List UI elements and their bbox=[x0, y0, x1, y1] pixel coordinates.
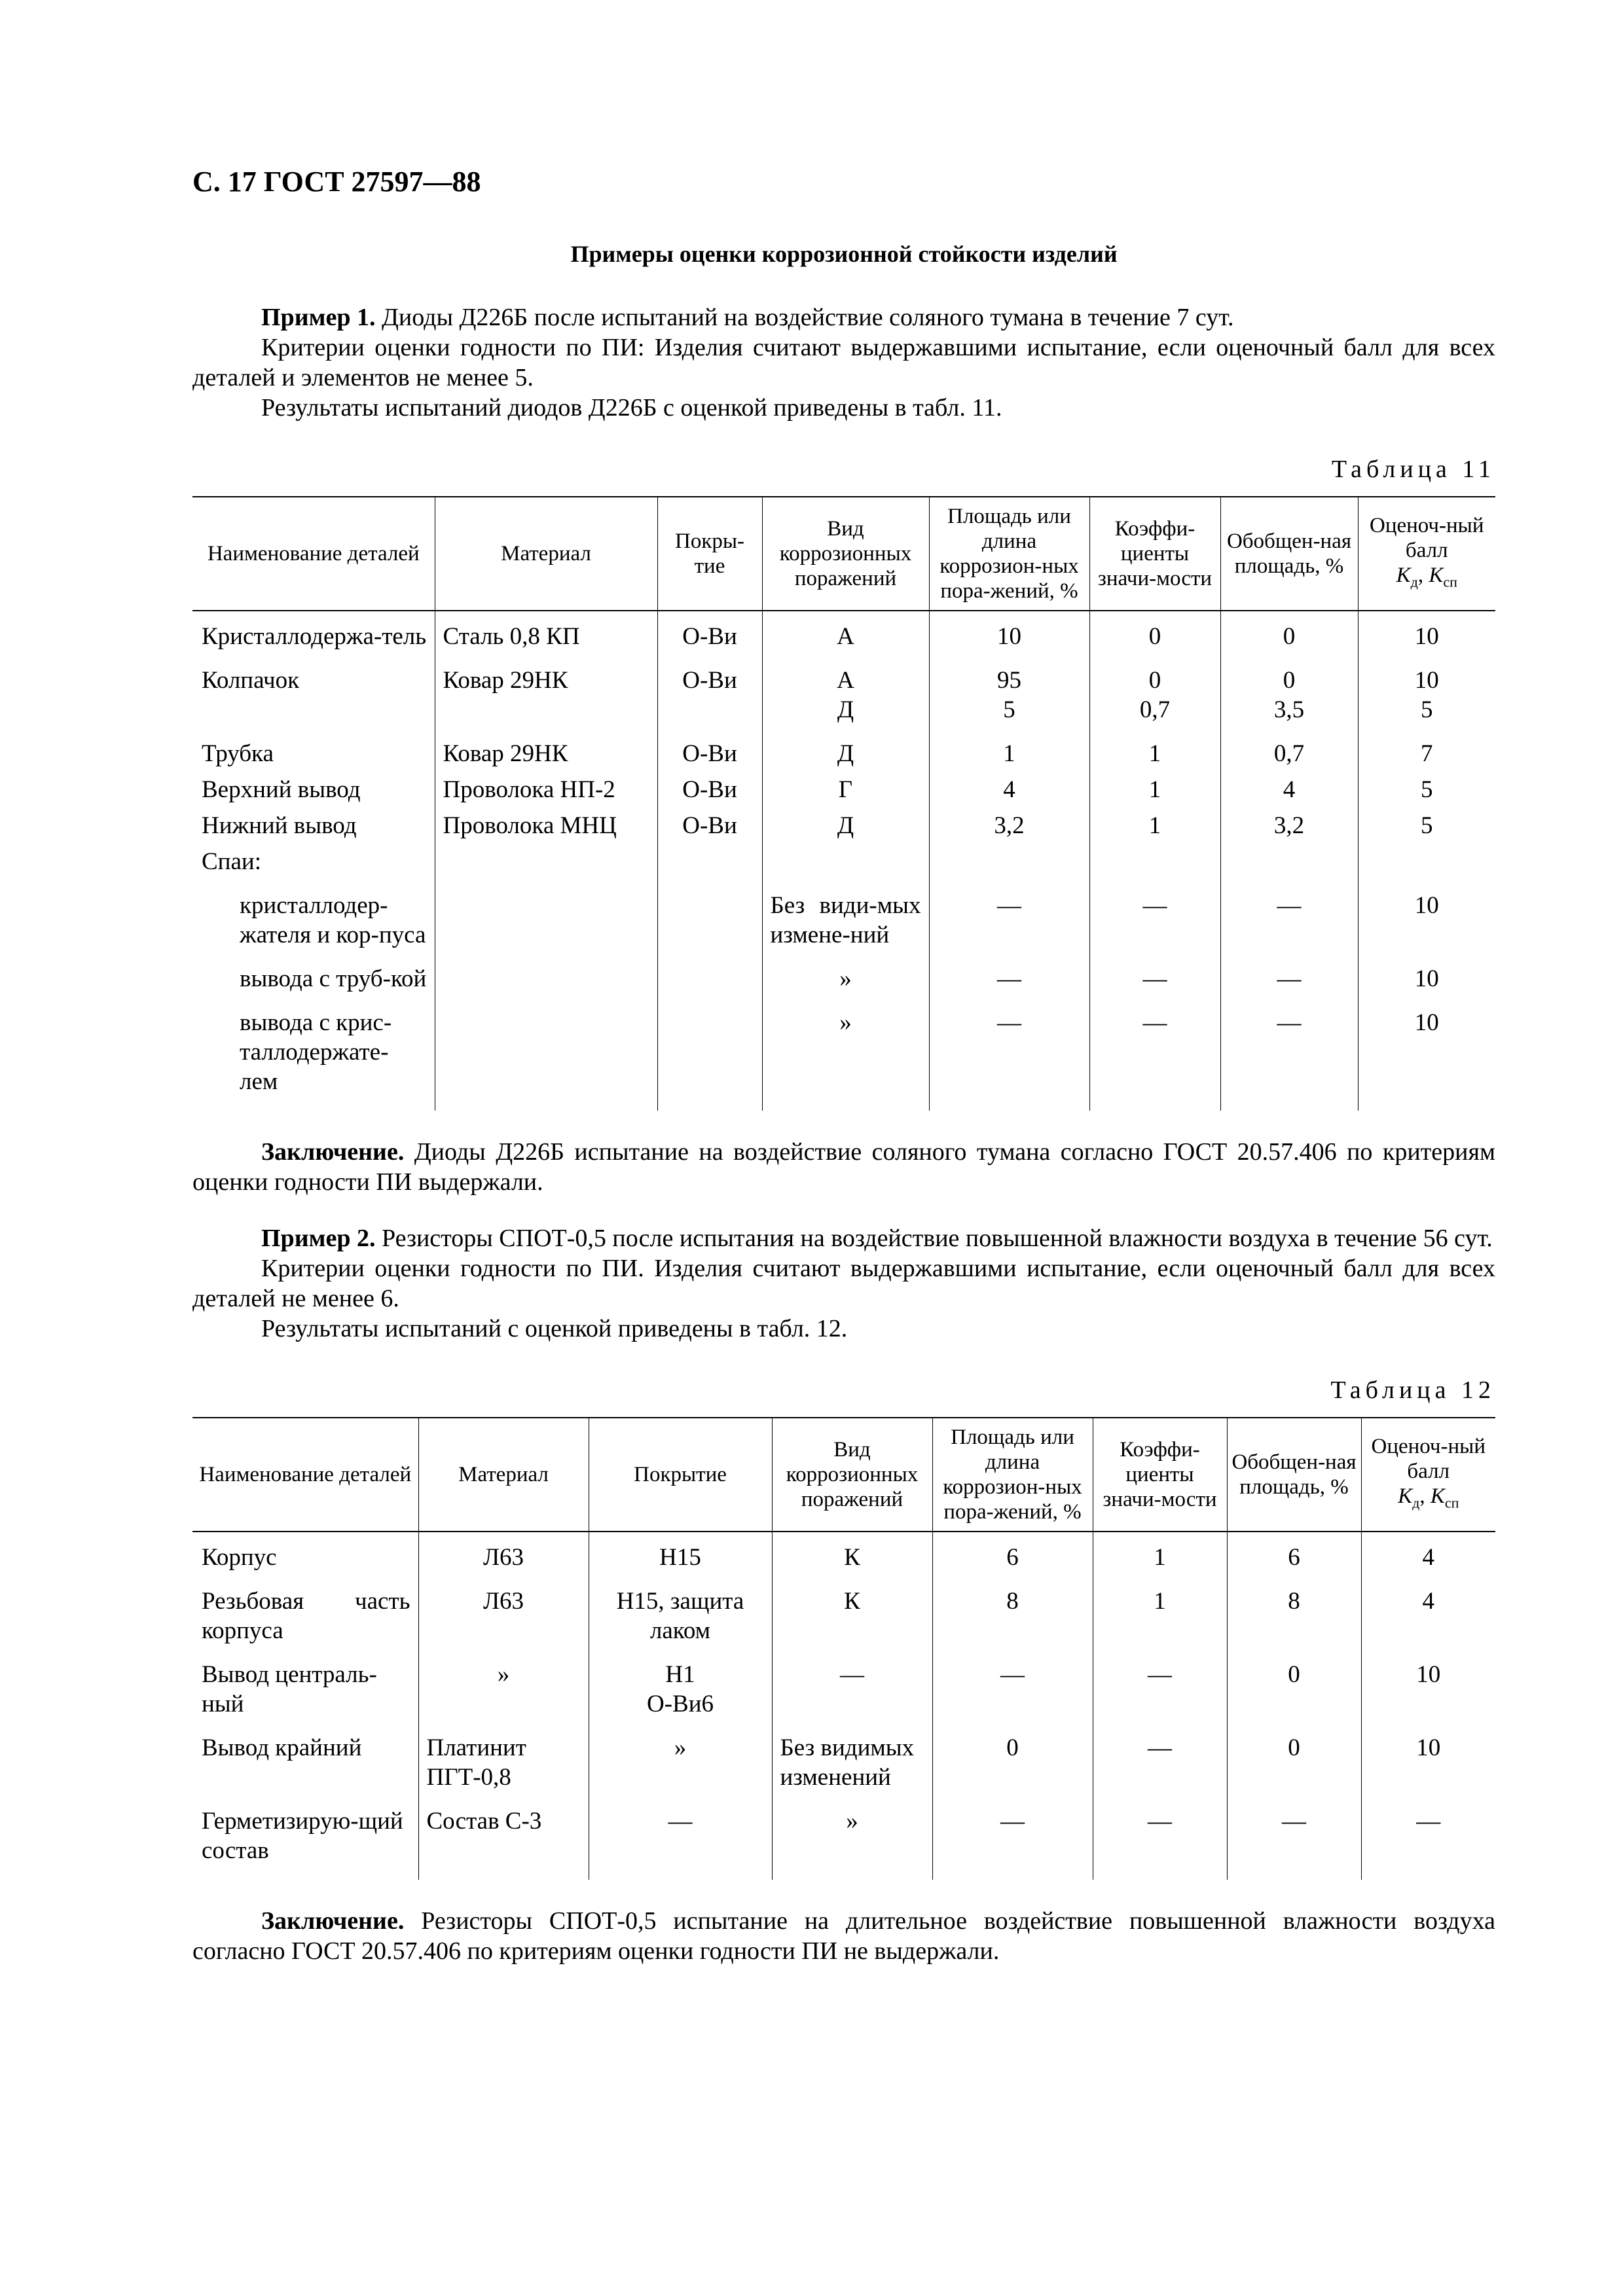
cell-coef: — bbox=[1089, 997, 1220, 1111]
cell-type: » bbox=[762, 954, 929, 997]
table-row bbox=[192, 728, 1495, 772]
cell-material: Проволока МНЦ bbox=[435, 808, 657, 844]
cell-coating bbox=[657, 844, 762, 880]
table12-col-material: Материал bbox=[418, 1418, 589, 1532]
cell-material bbox=[435, 954, 657, 997]
table12-col-name: Наименование деталей bbox=[199, 1463, 412, 1486]
conclusion2-label: Заключение. bbox=[261, 1907, 405, 1935]
cell-type: Без види-мых измене-ний bbox=[762, 880, 929, 954]
table-row bbox=[192, 880, 1495, 954]
table11-score-label: Оценоч-ный балл bbox=[1369, 513, 1484, 562]
example1-text: Диоды Д226Б после испытаний на воздействие соляного тумана в течение 7 сут. bbox=[381, 304, 1234, 331]
cell-coef: 1 bbox=[1093, 1576, 1227, 1649]
example1-paragraph bbox=[192, 302, 1495, 332]
score-symbol-k2: K bbox=[1429, 563, 1444, 587]
table12-col-general: Обобщен-ная площадь, % bbox=[1227, 1418, 1361, 1532]
cell-type bbox=[762, 655, 929, 728]
cell-area: 1 bbox=[929, 728, 1089, 772]
conclusion2-paragraph bbox=[192, 1906, 1495, 1966]
table11-col-coating: Покры-тие bbox=[657, 497, 762, 611]
cell-general: 0 bbox=[1220, 611, 1358, 655]
cell-coating bbox=[657, 880, 762, 954]
conclusion1-label: Заключение. bbox=[261, 1138, 405, 1166]
cell-material: Ковар 29НК bbox=[435, 655, 657, 728]
cell-coating bbox=[657, 997, 762, 1111]
cell-name: Герметизирую-щий состав bbox=[202, 1808, 403, 1864]
cell-type-line2: Д bbox=[837, 696, 854, 723]
cell-name: Нижний вывод bbox=[202, 812, 357, 839]
cell-score: 10 bbox=[1361, 1649, 1495, 1723]
cell-area: 4 bbox=[929, 772, 1089, 808]
cell-coating: Н15, защита лаком bbox=[589, 1576, 772, 1649]
conclusion1-paragraph bbox=[192, 1137, 1495, 1197]
cell-area: 10 bbox=[929, 611, 1089, 655]
cell-coating bbox=[657, 954, 762, 997]
example2-label: Пример 2. bbox=[261, 1225, 376, 1252]
table-row bbox=[192, 772, 1495, 808]
cell-type: Г bbox=[762, 772, 929, 808]
cell-type-line1: А bbox=[837, 667, 854, 694]
table12-score-label: Оценоч-ный балл bbox=[1371, 1434, 1486, 1483]
table-row bbox=[192, 611, 1495, 655]
score-symbol-sub2: сп bbox=[1443, 573, 1457, 590]
table-row bbox=[192, 1723, 1495, 1796]
cell-material bbox=[435, 997, 657, 1111]
table12-col-score: Оценоч-ный балл $K_д$, $K_{сп}$ bbox=[1361, 1418, 1495, 1532]
cell-general: — bbox=[1220, 954, 1358, 997]
score-symbol-k2: K bbox=[1430, 1484, 1445, 1508]
cell-type: К bbox=[772, 1576, 932, 1649]
table12-col-coating: Покрытие bbox=[589, 1418, 772, 1532]
cell-general-line1: 0 bbox=[1283, 667, 1296, 694]
cell-score: 4 bbox=[1361, 1576, 1495, 1649]
cell-coef bbox=[1089, 844, 1220, 880]
section-title: Примеры оценки коррозионной стойкости изделий bbox=[570, 241, 1118, 267]
table11-caption: Таблица 11 bbox=[1331, 456, 1495, 483]
cell-coating: О-Ви bbox=[657, 611, 762, 655]
cell-general: — bbox=[1220, 997, 1358, 1111]
cell-type: Без видимых изменений bbox=[772, 1723, 932, 1796]
cell-coef-line1: 0 bbox=[1148, 667, 1161, 694]
table11-col-score: Оценоч-ный балл $K_д$, $K_{сп}$ bbox=[1358, 497, 1495, 611]
example2-results: Результаты испытаний с оценкой приведены в табл. 12. bbox=[261, 1315, 848, 1342]
cell-coef: 1 bbox=[1089, 728, 1220, 772]
cell-general: 8 bbox=[1227, 1576, 1361, 1649]
cell-score-line1: 10 bbox=[1414, 667, 1439, 694]
page-header: С. 17 ГОСТ 27597—88 bbox=[192, 166, 481, 198]
cell-name: Верхний вывод bbox=[202, 776, 361, 803]
cell-coating: Н15 bbox=[589, 1532, 772, 1576]
cell-score bbox=[1358, 655, 1495, 728]
cell-name: Трубка bbox=[202, 740, 274, 767]
table-row bbox=[192, 844, 1495, 880]
cell-material: Сталь 0,8 КП bbox=[435, 611, 657, 655]
table-row bbox=[192, 997, 1495, 1111]
cell-score: 10 bbox=[1358, 611, 1495, 655]
cell-material: Платинит ПГТ-0,8 bbox=[418, 1723, 589, 1796]
table-row bbox=[192, 1649, 1495, 1723]
score-symbol-k1: K bbox=[1398, 1484, 1413, 1508]
cell-area: — bbox=[929, 997, 1089, 1111]
document-page bbox=[192, 164, 1495, 1966]
cell-material: Ковар 29НК bbox=[435, 728, 657, 772]
example2-text: Резисторы СПОТ-0,5 после испытания на воздействие повышенной влажности воздуха в течение 56 сут. bbox=[381, 1225, 1493, 1252]
cell-score: — bbox=[1361, 1796, 1495, 1880]
cell-name: Колпачок bbox=[202, 667, 300, 694]
cell-general: 0 bbox=[1227, 1723, 1361, 1796]
cell-material: Состав С-3 bbox=[418, 1796, 589, 1880]
cell-coating: — bbox=[589, 1796, 772, 1880]
example1-criteria: Критерии оценки годности по ПИ: Изделия считают выдержавшими испытание, если оценочный балл для всех деталей и элементов не менее 5. bbox=[192, 334, 1495, 391]
cell-name: Вывод централь-ный bbox=[202, 1661, 377, 1717]
cell-area: — bbox=[929, 880, 1089, 954]
cell-coating: О-Ви bbox=[657, 728, 762, 772]
cell-name: Резьбовая часть корпуса bbox=[202, 1588, 410, 1644]
cell-area-line1: 95 bbox=[997, 667, 1021, 694]
cell-general-line2: 3,5 bbox=[1273, 696, 1305, 723]
cell-score bbox=[1358, 844, 1495, 880]
table12-col-type: Вид коррозионных поражений bbox=[772, 1418, 932, 1532]
cell-type: » bbox=[762, 997, 929, 1111]
cell-general: 3,2 bbox=[1220, 808, 1358, 844]
table11-header-row bbox=[192, 497, 1495, 611]
cell-area bbox=[929, 844, 1089, 880]
cell-score: 10 bbox=[1358, 954, 1495, 997]
table11-col-area: Площадь или длина коррозион-ных пора-жений, % bbox=[929, 497, 1089, 611]
cell-coef: 1 bbox=[1093, 1532, 1227, 1576]
cell-score: 4 bbox=[1361, 1532, 1495, 1576]
cell-general bbox=[1220, 655, 1358, 728]
score-symbol-sub1: д bbox=[1412, 1494, 1420, 1511]
table11-col-type: Вид коррозионных поражений bbox=[762, 497, 929, 611]
cell-coating-line1: Н1 bbox=[665, 1661, 695, 1688]
cell-area bbox=[929, 655, 1089, 728]
table-row bbox=[192, 808, 1495, 844]
cell-type: Д bbox=[762, 808, 929, 844]
cell-type: А bbox=[762, 611, 929, 655]
cell-area: — bbox=[932, 1796, 1093, 1880]
table11-col-name: Наименование деталей bbox=[207, 542, 420, 565]
table-row bbox=[192, 1532, 1495, 1576]
cell-area: — bbox=[932, 1649, 1093, 1723]
example2-paragraph bbox=[192, 1223, 1495, 1253]
cell-type: » bbox=[772, 1796, 932, 1880]
score-symbol-sub1: д bbox=[1410, 573, 1418, 590]
table-row bbox=[192, 1576, 1495, 1649]
cell-material: Л63 bbox=[418, 1532, 589, 1576]
cell-material: » bbox=[418, 1649, 589, 1723]
cell-general: 0 bbox=[1227, 1649, 1361, 1723]
cell-material bbox=[435, 844, 657, 880]
table11 bbox=[192, 496, 1495, 1111]
cell-general: 0,7 bbox=[1220, 728, 1358, 772]
cell-coating: » bbox=[589, 1723, 772, 1796]
cell-score: 5 bbox=[1358, 808, 1495, 844]
example2-criteria: Критерии оценки годности по ПИ. Изделия считают выдержавшими испытание, если оценочный балл для всех деталей не менее 6. bbox=[192, 1255, 1495, 1312]
score-symbol-sub2: сп bbox=[1444, 1494, 1459, 1511]
table11-col-material: Материал bbox=[435, 497, 657, 611]
cell-type: К bbox=[772, 1532, 932, 1576]
cell-coating: О-Ви bbox=[657, 655, 762, 728]
cell-coef: — bbox=[1093, 1649, 1227, 1723]
cell-general: — bbox=[1220, 880, 1358, 954]
cell-area: 8 bbox=[932, 1576, 1093, 1649]
table12-caption: Таблица 12 bbox=[1330, 1376, 1495, 1404]
cell-general: 4 bbox=[1220, 772, 1358, 808]
cell-material bbox=[435, 880, 657, 954]
cell-coef: — bbox=[1089, 880, 1220, 954]
cell-type: — bbox=[772, 1649, 932, 1723]
table-row bbox=[192, 1796, 1495, 1880]
cell-material: Проволока НП-2 bbox=[435, 772, 657, 808]
table11-col-coef: Коэффи-циенты значи-мости bbox=[1089, 497, 1220, 611]
cell-coef: — bbox=[1089, 954, 1220, 997]
cell-score: 10 bbox=[1358, 997, 1495, 1111]
cell-area-line2: 5 bbox=[1003, 696, 1015, 723]
conclusion1-text: Диоды Д226Б испытание на воздействие соляного тумана согласно ГОСТ 20.57.406 по критериям оценки годности ПИ выдержали. bbox=[192, 1138, 1495, 1196]
table12 bbox=[192, 1417, 1495, 1880]
example1-label: Пример 1. bbox=[261, 304, 376, 331]
table11-col-general: Обобщен-ная площадь, % bbox=[1220, 497, 1358, 611]
table-row bbox=[192, 954, 1495, 997]
cell-name: Корпус bbox=[202, 1544, 277, 1571]
cell-general: 6 bbox=[1227, 1532, 1361, 1576]
cell-coef: 1 bbox=[1089, 772, 1220, 808]
cell-type bbox=[762, 844, 929, 880]
cell-coef: 1 bbox=[1089, 808, 1220, 844]
cell-general bbox=[1220, 844, 1358, 880]
cell-name: кристаллодер-жателя и кор-пуса bbox=[240, 892, 426, 948]
cell-name: Кристаллодержа-тель bbox=[202, 623, 427, 650]
cell-coef: — bbox=[1093, 1723, 1227, 1796]
cell-score-line2: 5 bbox=[1421, 696, 1433, 723]
cell-area: — bbox=[929, 954, 1089, 997]
cell-name: вывода с крис-таллодержате-лем bbox=[240, 1009, 392, 1095]
cell-coating: О-Ви bbox=[657, 808, 762, 844]
cell-coef bbox=[1089, 655, 1220, 728]
cell-score: 5 bbox=[1358, 772, 1495, 808]
cell-coating bbox=[589, 1649, 772, 1723]
cell-coef-line2: 0,7 bbox=[1139, 696, 1171, 723]
cell-area: 3,2 bbox=[929, 808, 1089, 844]
cell-coef: — bbox=[1093, 1796, 1227, 1880]
cell-coating: О-Ви bbox=[657, 772, 762, 808]
example1-results: Результаты испытаний диодов Д226Б с оценкой приведены в табл. 11. bbox=[261, 394, 1002, 422]
cell-score: 10 bbox=[1358, 880, 1495, 954]
table-row bbox=[192, 655, 1495, 728]
table12-col-coef: Коэффи-циенты значи-мости bbox=[1093, 1418, 1227, 1532]
cell-score: 10 bbox=[1361, 1723, 1495, 1796]
cell-area: 6 bbox=[932, 1532, 1093, 1576]
cell-area: 0 bbox=[932, 1723, 1093, 1796]
cell-name: Вывод крайний bbox=[202, 1734, 362, 1761]
cell-name: вывода с труб-кой bbox=[240, 965, 427, 992]
table12-header-row bbox=[192, 1418, 1495, 1532]
cell-name: Спаи: bbox=[202, 848, 261, 875]
cell-coating-line2: О-Ви6 bbox=[646, 1691, 714, 1717]
cell-general: — bbox=[1227, 1796, 1361, 1880]
table12-col-area: Площадь или длина коррозион-ных пора-жений, % bbox=[932, 1418, 1093, 1532]
cell-type: Д bbox=[762, 728, 929, 772]
cell-score: 7 bbox=[1358, 728, 1495, 772]
conclusion2-text: Резисторы СПОТ-0,5 испытание на длительное воздействие повышенной влажности воздуха согласно ГОСТ 20.57.406 по критериям оценки годности ПИ не выдержали. bbox=[192, 1907, 1495, 1965]
cell-coef: 0 bbox=[1089, 611, 1220, 655]
score-symbol-k1: K bbox=[1396, 563, 1411, 587]
cell-material: Л63 bbox=[418, 1576, 589, 1649]
